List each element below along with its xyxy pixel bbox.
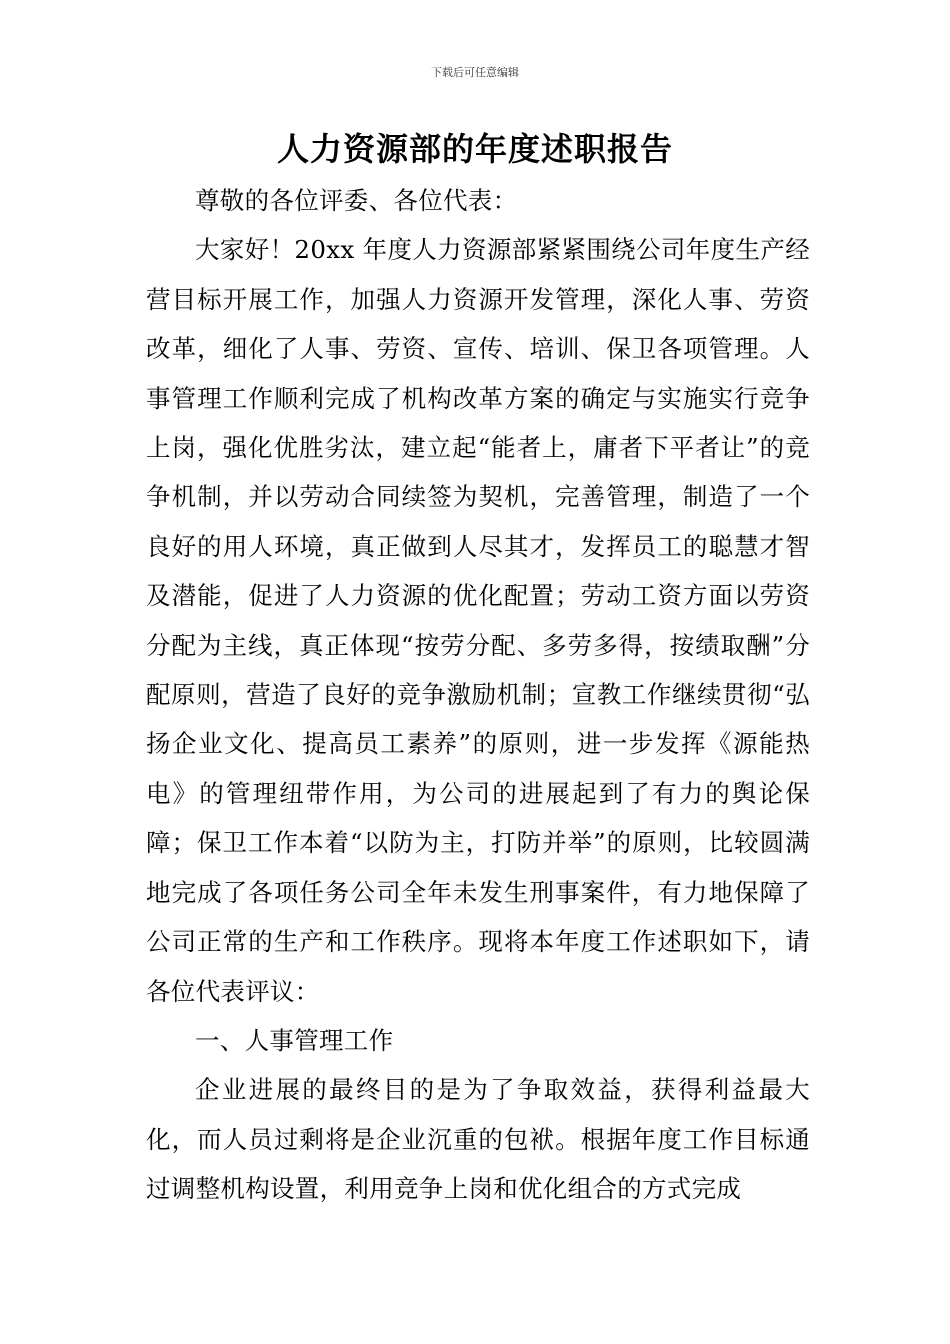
header-note: 下载后可任意编辑 xyxy=(431,66,519,79)
salutation: 尊敬的各位评委、各位代表： xyxy=(195,186,518,215)
section-heading: 一、人事管理工作 xyxy=(195,1025,394,1055)
document-body xyxy=(146,176,810,1214)
section-paragraph: 企业进展的最终目的是为了争取效益，获得利益最大化，而人员过剩将是企业沉重的包袱。根据年度工作目标通过调整机构设置，利用竞争上岗和优化组合的方式完成 xyxy=(146,1075,810,1204)
document-title: 人力资源部的年度述职报告 xyxy=(276,130,673,168)
intro-paragraph: 大家好！20xx 年度人力资源部紧紧围绕公司年度生产经营目标开展工作，加强人力资源开发管理，深化人事、劳资改革，细化了人事、劳资、宣传、培训、保卫各项管理。人事管理工作顺利完成了机构改革方案的确定与实施实行竞争上岗，强化优胜劣汰，建立起“能者上，庸者下平者让”的竞争机制，并以劳动合同续签为契机，完善管理，制造了一个良好的用人环境，真正做到人尽其才，发挥员工的聪慧才智及潜能，促进了人力资源的优化配置；劳动工资方面以劳资分配为主线，真正体现“按劳分配、多劳多得，按绩取酬”分配原则，营造了良好的竞争激励机制；宣教工作继续贯彻“弘扬企业文化、提高员工素养”的原则，进一步发挥《源能热电》的管理纽带作用，为公司的进展起到了有力的舆论保障；保卫工作本着“以防为主，打防并举”的原则，比较圆满地完成了各项任务公司全年未发生刑事案件，有力地保障了公司正常的生产和工作秩序。现将本年度工作述职如下，请各位代表评议： xyxy=(146,235,810,1006)
